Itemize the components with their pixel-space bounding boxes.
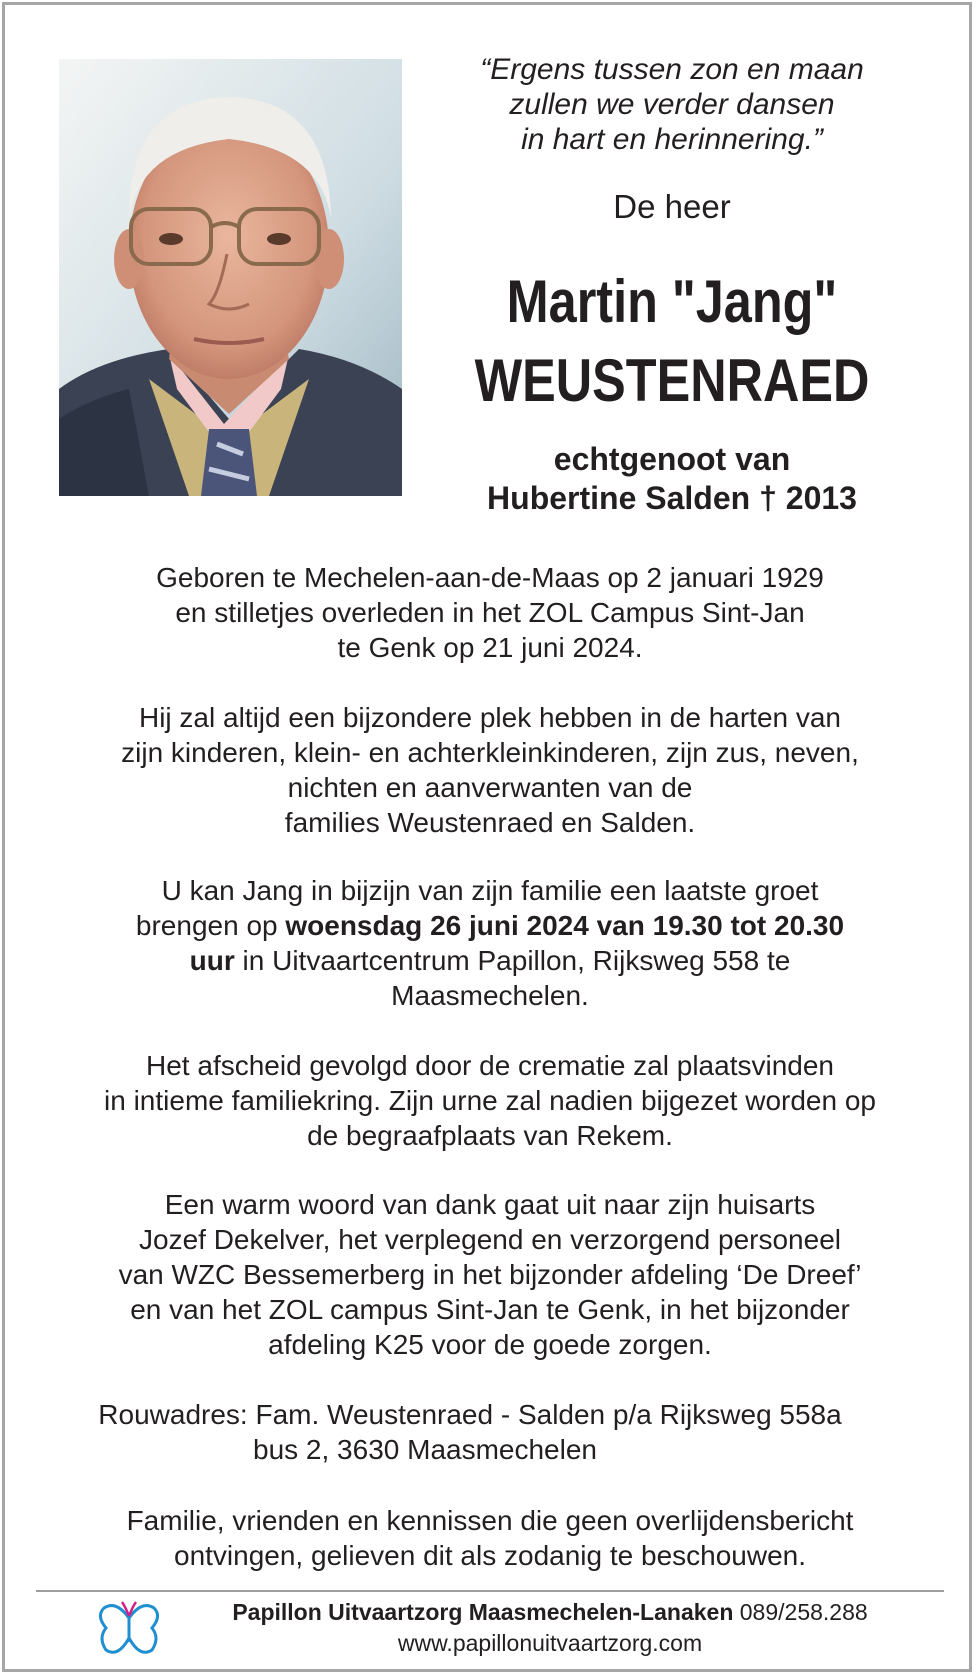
spouse-name: Hubertine Salden † 2013 — [487, 480, 857, 516]
paragraph-line: Een warm woord van dank gaat uit naar zijn huisarts — [164, 1189, 816, 1220]
paragraph-line: ontvingen, gelieven dit als zodanig te beschouwen. — [174, 1540, 806, 1571]
deceased-name — [470, 262, 873, 420]
funeral-home-website[interactable]: www.papillonuitvaartzorg.com — [397, 1630, 703, 1656]
spouse-label: echtgenoot van — [553, 441, 791, 477]
paragraph-line: bus 2, 3630 Maasmechelen — [253, 1434, 597, 1465]
visit-location: in Uitvaartcentrum Papillon, Rijksweg 558 te — [234, 945, 791, 976]
paragraph-line: families Weustenraed en Salden. — [284, 807, 696, 838]
quote-line: in hart en herinnering.” — [521, 123, 823, 156]
paragraph-line: Rouwadres: Fam. Weustenraed - Salden p/a Rijksweg 558a — [98, 1399, 842, 1430]
paragraph-line: afdeling K25 voor de goede zorgen. — [268, 1329, 712, 1360]
paragraph-line: U kan Jang in bijzijn van zijn familie een laatste groet — [161, 875, 819, 906]
quote-line: “Ergens tussen zon en maan — [480, 53, 864, 86]
notice-paragraph — [40, 1503, 940, 1573]
footer-divider — [36, 1590, 944, 1592]
paragraph-line: de begraafplaats van Rekem. — [307, 1120, 673, 1151]
mourning-address — [40, 1397, 900, 1467]
paragraph-line: en stilletjes overleden in het ZOL Campus Sint-Jan — [175, 597, 805, 628]
farewell-paragraph — [40, 1048, 940, 1153]
visit-date-time-end: uur — [189, 945, 235, 976]
paragraph-line: te Genk op 21 juni 2024. — [337, 632, 643, 663]
deceased-first-name: Martin "Jang" — [506, 268, 838, 335]
paragraph-line: Het afscheid gevolgd door de crematie zal plaatsvinden — [146, 1050, 834, 1081]
visit-date-time: woensdag 26 juni 2024 van 19.30 tot 20.30 — [285, 910, 845, 941]
funeral-home-phone: 089/258.288 — [739, 1599, 868, 1625]
paragraph-line: Hij zal altijd een bijzondere plek hebben in de harten van — [138, 702, 842, 733]
thanks-paragraph — [40, 1187, 940, 1362]
honorific: De heer — [613, 188, 731, 225]
paragraph-line — [40, 943, 940, 978]
paragraph-line: Maasmechelen. — [391, 980, 589, 1011]
quote-line: zullen we verder dansen — [509, 88, 835, 121]
funeral-home-name: Papillon Uitvaartzorg Maasmechelen-Lanaken — [232, 1599, 734, 1625]
paragraph-line: van WZC Bessemerberg in het bijzonder afdeling ‘De Dreef’ — [118, 1259, 862, 1290]
family-paragraph — [40, 700, 940, 840]
paragraph-line: in intieme familiekring. Zijn urne zal nadien bijgezet worden op — [104, 1085, 876, 1116]
spouse-info — [432, 440, 912, 518]
deceased-last-name: WEUSTENRAED — [474, 347, 870, 414]
paragraph-line: Jozef Dekelver, het verplegend en verzorgend personeel — [139, 1224, 841, 1255]
paragraph-line: Familie, vrienden en kennissen die geen overlijdensbericht — [126, 1505, 854, 1536]
paragraph-line: zijn kinderen, klein- en achterkleinkinderen, zijn zus, neven, — [121, 737, 859, 768]
visit-text: brengen op — [135, 910, 286, 941]
paragraph-line: en van het ZOL campus Sint-Jan te Genk, in het bijzonder — [130, 1294, 850, 1325]
paragraph-line — [40, 908, 940, 943]
birth-death-paragraph — [40, 560, 940, 665]
funeral-home-info — [150, 1597, 950, 1627]
paragraph-line: Geboren te Mechelen-aan-de-Maas op 2 januari 1929 — [156, 562, 824, 593]
paragraph-line: nichten en aanverwanten van de — [287, 772, 693, 803]
portrait-photo — [59, 59, 402, 496]
memorial-quote — [432, 52, 912, 157]
visitation-paragraph — [40, 873, 940, 1013]
